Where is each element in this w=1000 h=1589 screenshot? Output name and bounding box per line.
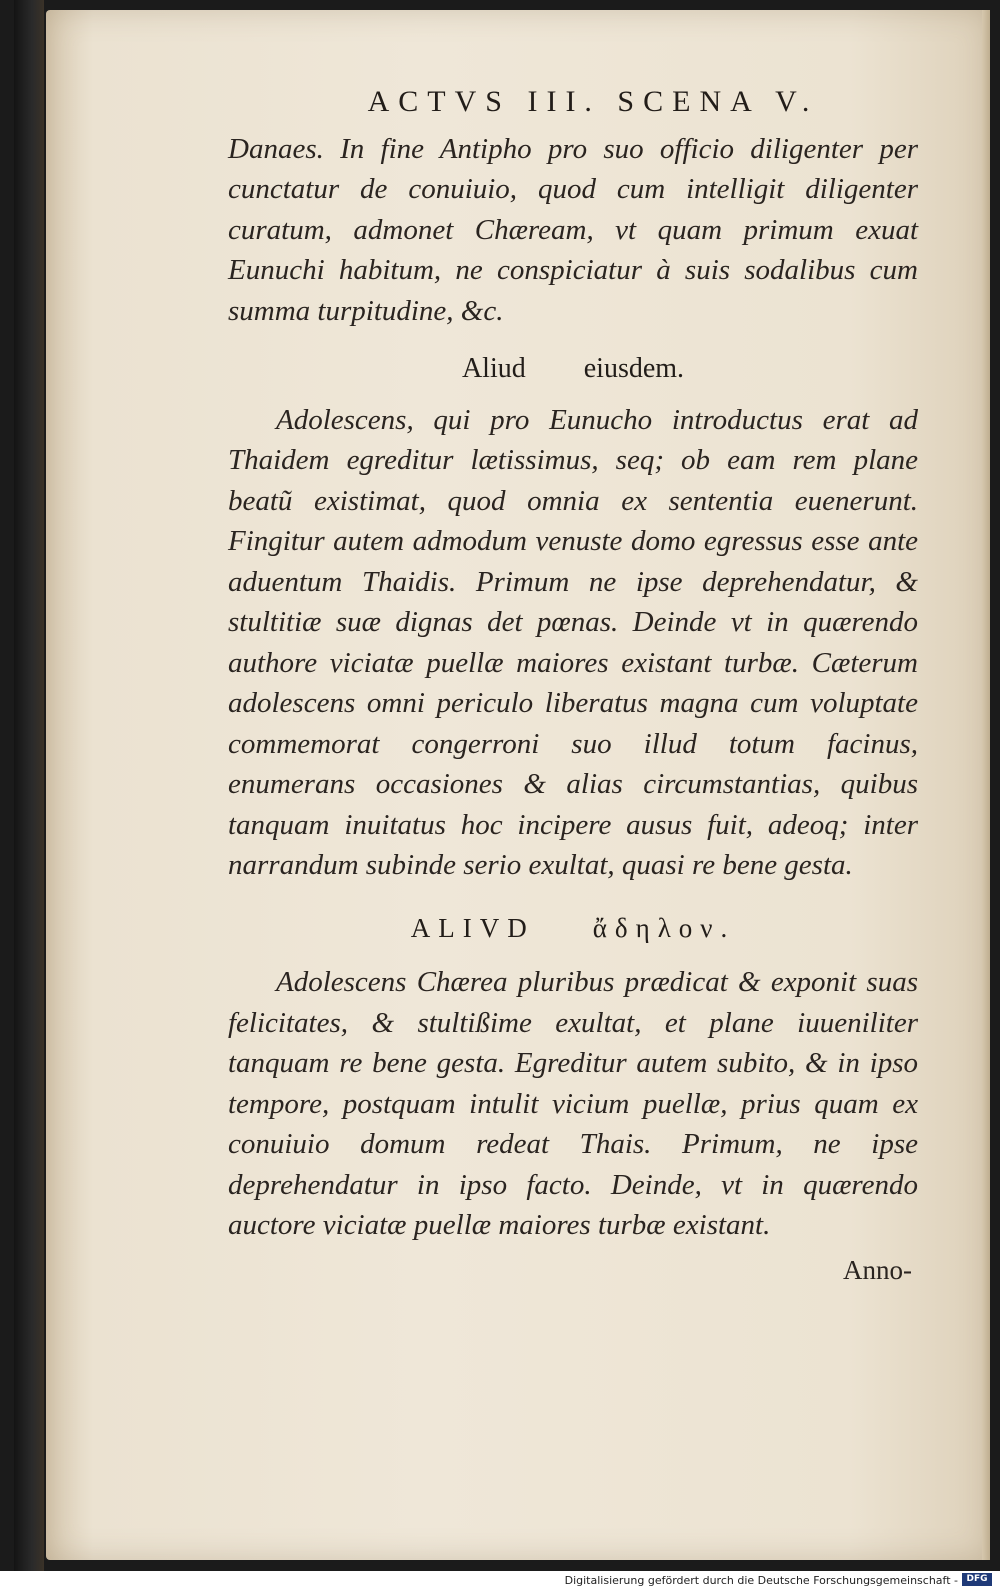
subhead-aliud-adelon	[228, 908, 918, 949]
subhead-word: eiusdem.	[583, 353, 685, 384]
page-text	[228, 74, 918, 1290]
digitization-footer	[0, 1571, 1000, 1589]
paragraph-2: Adolescens, qui pro Eunucho introductus erat ad Thaidem egreditur lætissimus, seq; ob eam rem plane beatũ existimat, quod omnia ex sententia euenerunt. Fingitur autem admodum venuste domo egressus esse ante aduentum Thaidis. Primum ne ipse deprehendatur, & stultitiæ suæ dignas det pœnas. Deinde vt in quærendo authore viciatæ puellæ maiores existant turbæ. Cæterum adolescens omni periculo liberatus magna cum voluptate commemorat congerroni suo illud totum facinus, enumerans occasiones & alias circumstantias, quibus tanquam inuitatus hoc incipere ausus fuit, adeoq; inter narrandum subinde serio exultat, quasi re bene gesta.	[228, 403, 918, 881]
subhead-aliud-eiusdem	[228, 349, 918, 390]
subhead-word: ALIVD	[410, 912, 535, 943]
paragraph-1: Danaes. In fine Antipho pro suo officio diligenter per cunctatur de conuiuio, quod cum intelligit diligenter curatum, admonet Chæream, vt quam primum exuat Eunuchi habitum, ne conspiciatur à suis sodalibus cum summa turpitudine, &c.	[228, 132, 918, 327]
catchword: Anno-	[843, 1254, 912, 1285]
footer-credit: Digitalisierung gefördert durch die Deutsche Forschungsgemeinschaft -	[564, 1574, 958, 1587]
page-edge	[982, 10, 990, 1560]
subhead-word: ἄδηλον.	[592, 912, 736, 943]
running-head: ACTVS III. SCENA V.	[367, 85, 819, 118]
dfg-logo: DFG	[962, 1573, 992, 1586]
subhead-word: Aliud	[461, 353, 526, 384]
paragraph-3: Adolescens Chærea pluribus prædicat & exponit suas felicitates, & stultißime exultat, et plane iuueniliter tanquam re bene gesta. Egreditur autem subito, & in ipso tempore, postquam intulit vicium puellæ, prius quam ex conuiuio domum redeat Thais. Primum, ne ipse deprehendatur in ipso facto. Deinde, vt in quærendo auctore viciatæ puellæ maiores turbæ existant.	[228, 966, 918, 1241]
book-binding	[14, 0, 44, 1571]
